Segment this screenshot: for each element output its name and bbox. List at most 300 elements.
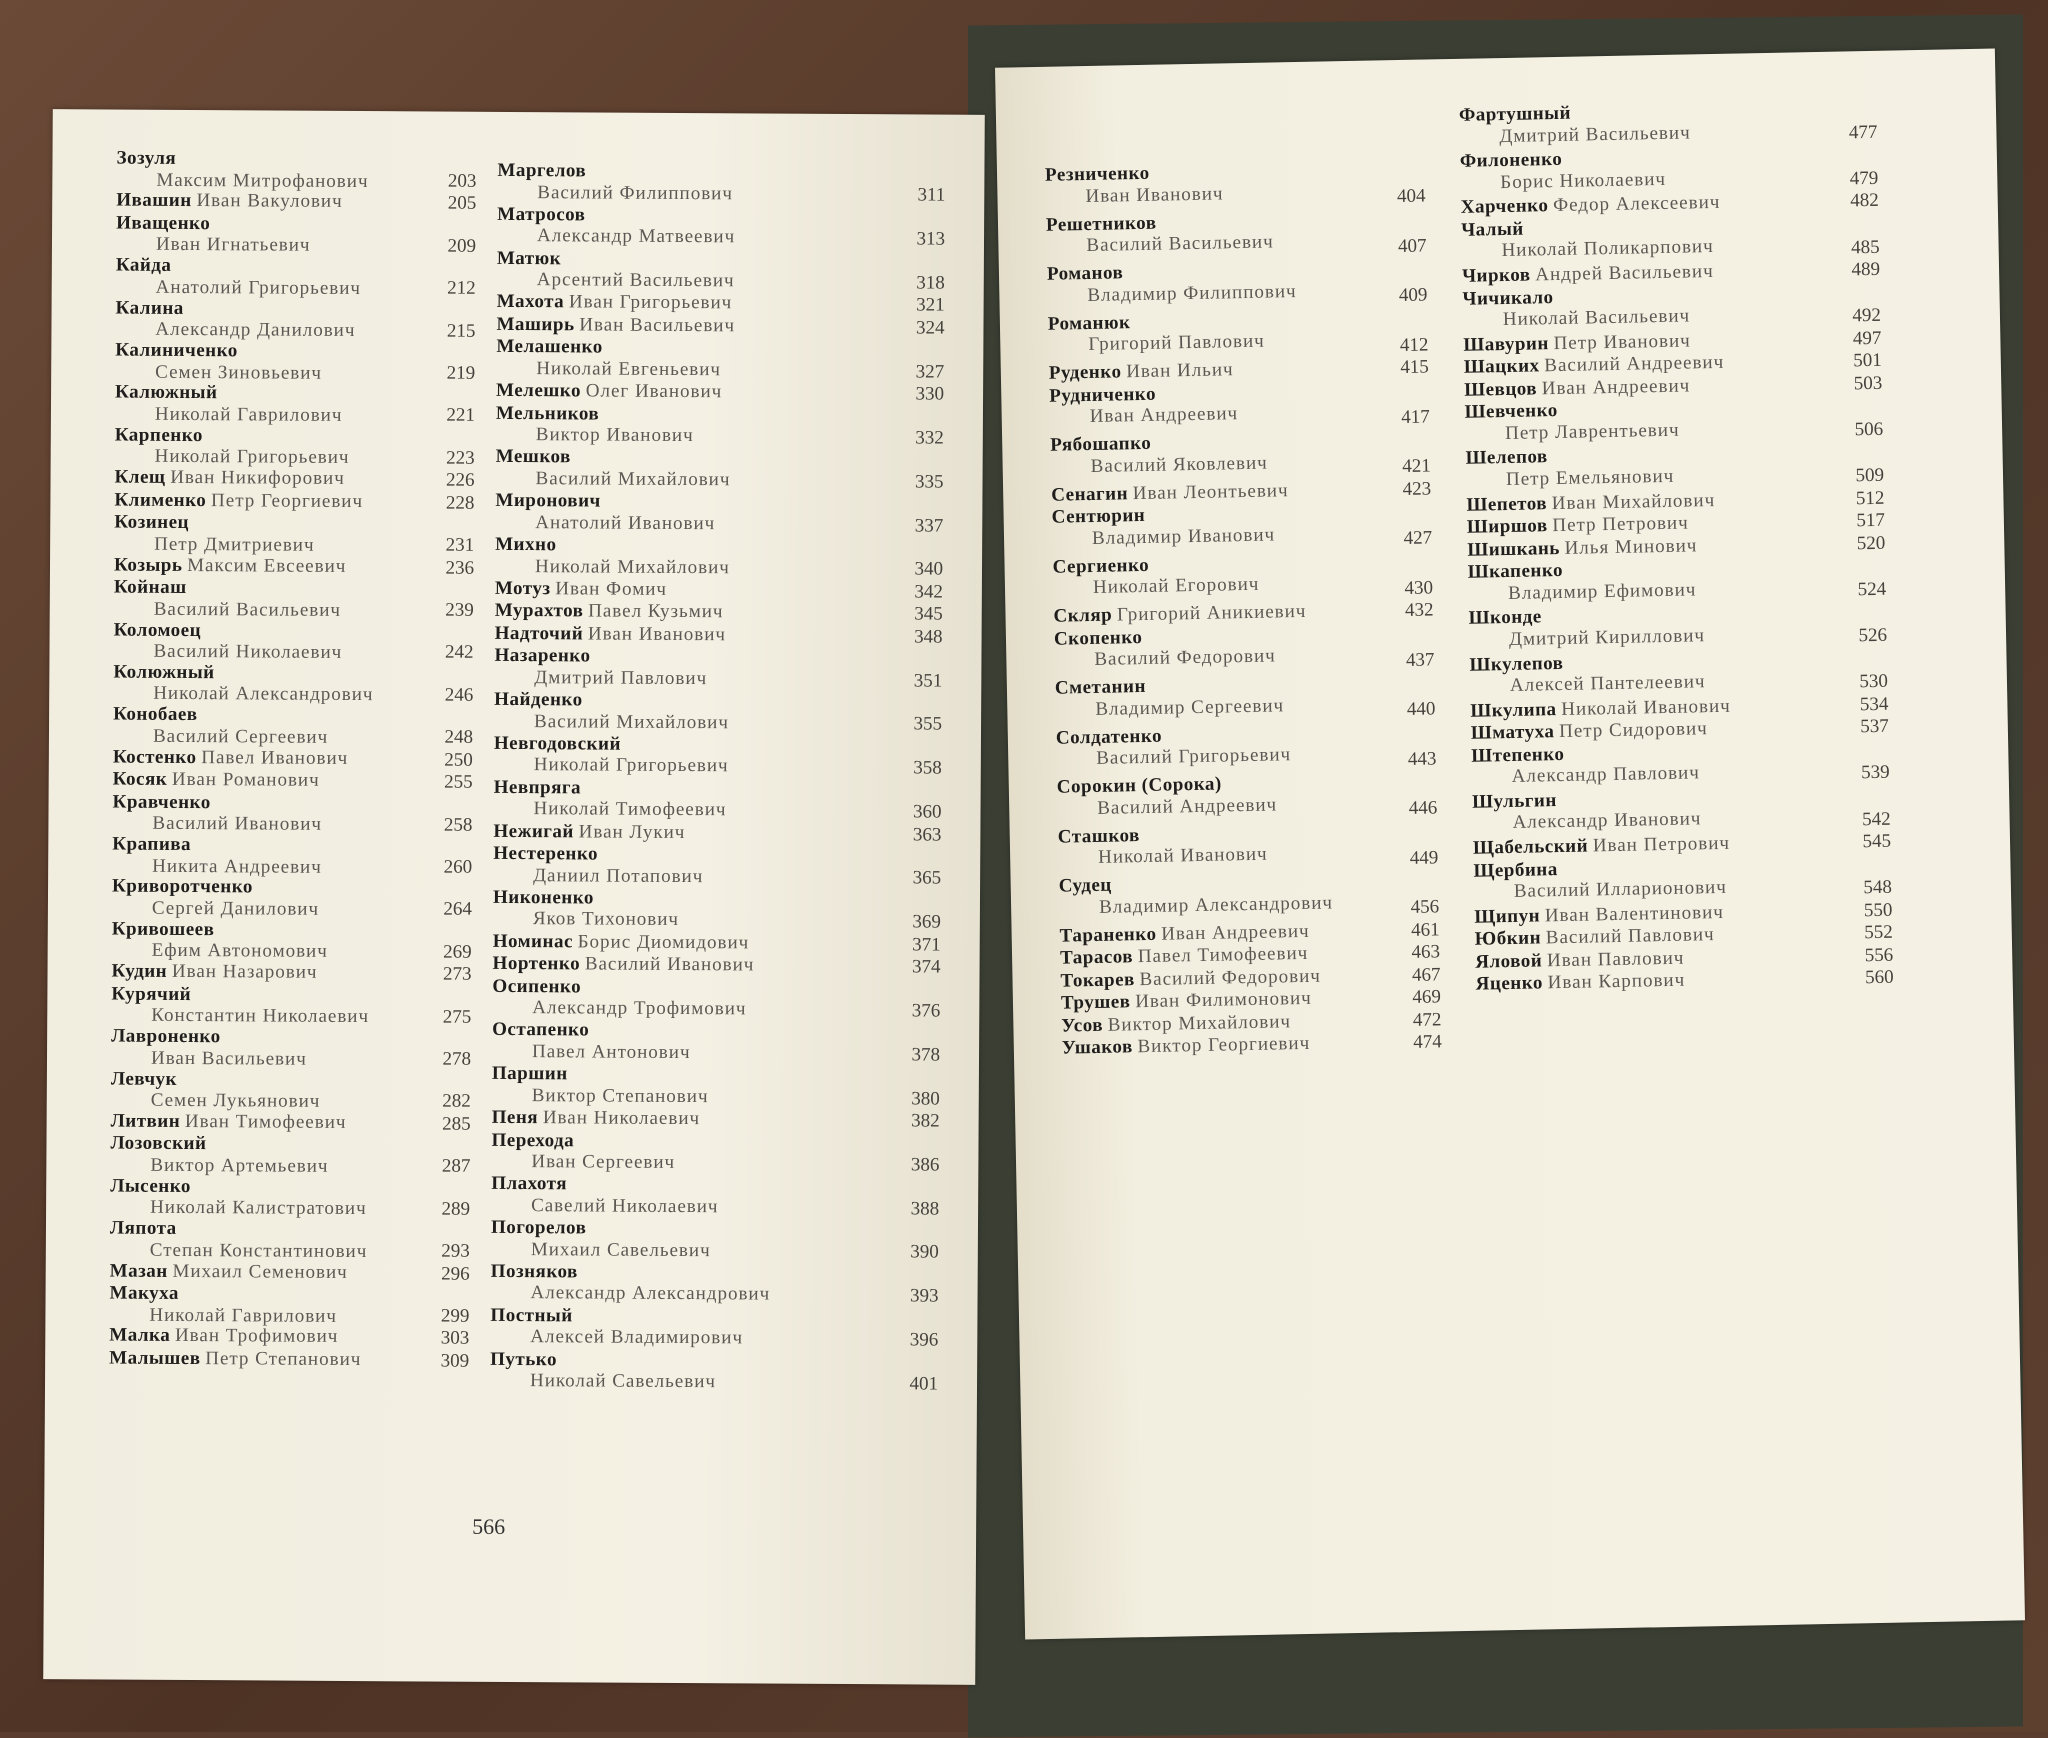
index-entry — [1465, 394, 1884, 448]
entry-surname: Клименко — [114, 489, 207, 511]
right-page-column-1 — [1045, 158, 1442, 1061]
entry-page-number: 449 — [1409, 846, 1439, 869]
entry-surname: Харченко — [1460, 195, 1549, 219]
entry-surname: Чирков — [1461, 264, 1531, 287]
entry-given-name: Василий Павлович — [1545, 924, 1715, 949]
entry-given-name: Василий Федорович — [1139, 965, 1322, 990]
entry-page-number: 380 — [911, 1087, 940, 1110]
entry-surname: Нестеренко — [493, 842, 599, 865]
entry-given-name: Иван Михайлович — [1551, 489, 1716, 514]
entry-given-name: Константин Николаевич — [151, 1005, 370, 1028]
entry-page-number: 287 — [441, 1155, 471, 1178]
entry-page-number: 239 — [445, 599, 474, 621]
entry-page-number: 492 — [1852, 305, 1882, 327]
entry-given-name: Николай Егорович — [1092, 573, 1260, 598]
index-entry — [1048, 306, 1429, 363]
entry-given-name: Василий Федорович — [1094, 645, 1276, 670]
entry-page-number: 485 — [1850, 236, 1880, 258]
index-entry — [116, 255, 476, 300]
entry-given-name: Николай Калистратович — [150, 1197, 367, 1220]
index-entry — [492, 1063, 940, 1110]
entry-given-name: Виктор Степанович — [531, 1084, 709, 1107]
entry-given-name: Олег Иванович — [585, 380, 723, 403]
entry-page-number: 542 — [1861, 808, 1891, 830]
entry-given-name: Иван Григорьевич — [568, 291, 733, 314]
entry-page-number: 443 — [1407, 747, 1437, 770]
entry-page-number: 248 — [444, 726, 474, 748]
entry-given-name: Николай Тимофеевич — [533, 798, 727, 821]
entry-given-name: Василий Яковлевич — [1090, 452, 1268, 477]
entry-page-number: 371 — [912, 934, 941, 956]
index-entry — [497, 204, 945, 251]
entry-given-name: Борис Диомидович — [577, 931, 750, 954]
entry-given-name: Василий Андреевич — [1544, 352, 1725, 377]
entry-page-number: 556 — [1864, 944, 1894, 966]
entry-page-number: 293 — [441, 1240, 470, 1262]
entry-given-name: Николай Гаврилович — [154, 403, 343, 426]
entry-page-number: 332 — [915, 427, 944, 449]
entry-surname: Шацких — [1463, 355, 1540, 379]
entry-surname: Руденко — [1048, 361, 1122, 384]
entry-given-name: Николай Иванович — [1097, 843, 1268, 868]
entry-surname: Сенагин — [1051, 482, 1129, 506]
entry-given-name: Дмитрий Кириллович — [1508, 625, 1706, 650]
index-entry — [115, 340, 475, 385]
index-entry — [495, 534, 943, 581]
entry-surname: Козырь — [113, 554, 183, 576]
entry-page-number: 412 — [1399, 333, 1429, 356]
entry-given-name: Анатолий Григорьевич — [155, 276, 362, 299]
entry-surname: Клещ — [114, 466, 166, 489]
entry-surname: Мелашенко — [496, 336, 603, 358]
index-entry — [496, 403, 944, 450]
entry-given-name: Яков Тихонович — [532, 908, 680, 931]
entry-given-name: Иван Валентинович — [1544, 901, 1725, 927]
index-entry — [112, 834, 472, 879]
entry-surname: Зозуля — [116, 147, 177, 169]
index-entry — [497, 247, 945, 294]
entry-given-name: Александр Трофимович — [532, 997, 747, 1020]
entry-surname: Карпенко — [114, 424, 204, 446]
entry-given-name: Иван Леонтьевич — [1132, 479, 1289, 504]
entry-page-number: 396 — [909, 1329, 939, 1351]
index-entry — [495, 623, 943, 648]
entry-page-number: 358 — [913, 757, 942, 779]
entry-given-name: Василий Михайлович — [534, 710, 730, 733]
entry-page-number: 376 — [911, 1000, 941, 1022]
index-entry — [1471, 737, 1890, 791]
index-entry — [1047, 256, 1428, 313]
entry-surname: Путько — [490, 1348, 558, 1370]
entry-surname: Чичикало — [1462, 286, 1554, 310]
entry-surname: Трушев — [1060, 991, 1131, 1014]
entry-given-name: Иван Ильич — [1126, 359, 1234, 383]
entry-given-name: Дмитрий Павлович — [534, 666, 708, 690]
entry-page-number: 537 — [1860, 715, 1890, 738]
entry-surname: Левчук — [110, 1068, 178, 1090]
entry-page-number: 212 — [447, 277, 476, 299]
entry-given-name: Николай Михайлович — [534, 555, 730, 578]
index-entry — [111, 983, 471, 1028]
entry-surname: Калюжный — [115, 382, 218, 404]
entry-surname: Крапива — [112, 833, 192, 856]
entry-surname: Никоненко — [492, 886, 595, 909]
entry-page-number: 421 — [1402, 455, 1431, 477]
index-entry — [490, 1348, 938, 1395]
entry-given-name: Савелий Николаевич — [531, 1194, 719, 1218]
index-entry — [109, 1283, 469, 1328]
entry-page-number: 264 — [443, 898, 472, 921]
entry-given-name: Петр Лаврентьевич — [1504, 419, 1680, 444]
entry-given-name: Иван Иванович — [1085, 182, 1224, 207]
index-entry — [113, 661, 473, 706]
entry-surname: Номинас — [492, 930, 573, 953]
entry-surname: Калиниченко — [115, 339, 238, 362]
entry-given-name: Николай Гаврилович — [149, 1304, 338, 1327]
entry-surname: Ивашин — [116, 189, 192, 212]
entry-given-name: Степан Константинович — [149, 1239, 368, 1262]
entry-given-name: Василий Филиппович — [537, 181, 734, 204]
entry-surname: Сорокин (Сорока) — [1056, 773, 1222, 798]
entry-page-number: 299 — [440, 1305, 470, 1327]
entry-given-name: Арсентий Васильевич — [536, 269, 735, 292]
entry-given-name: Иван Тимофеевич — [184, 1110, 347, 1133]
entry-given-name: Петр Петрович — [1552, 512, 1689, 537]
entry-page-number: 512 — [1855, 487, 1885, 509]
entry-page-number: 203 — [447, 170, 477, 192]
index-entry — [1045, 158, 1426, 215]
entry-given-name: Семен Лукьянович — [150, 1089, 321, 1112]
entry-given-name: Григорий Павлович — [1088, 330, 1265, 356]
entry-given-name: Владимир Иванович — [1091, 523, 1276, 549]
index-entry — [1465, 440, 1884, 494]
index-entry — [109, 1325, 469, 1350]
entry-surname: Сташков — [1057, 824, 1141, 848]
entry-page-number: 415 — [1400, 356, 1430, 379]
index-entry — [1046, 207, 1427, 264]
entry-page-number: 231 — [445, 534, 475, 556]
entry-page-number: 355 — [913, 713, 943, 736]
entry-page-number: 463 — [1411, 941, 1441, 963]
entry-given-name: Николай Александрович — [153, 683, 374, 706]
index-entry — [495, 578, 943, 603]
index-entry — [1058, 819, 1439, 876]
entry-page-number: 318 — [916, 272, 945, 294]
entry-given-name: Павел Антонович — [531, 1041, 691, 1064]
index-entry — [1059, 868, 1440, 925]
entry-page-number: 378 — [911, 1044, 941, 1066]
entry-given-name: Василий Илларионович — [1513, 876, 1728, 902]
entry-given-name: Василий Сергеевич — [152, 725, 329, 748]
entry-page-number: 289 — [441, 1198, 471, 1220]
entry-surname: Койнаш — [113, 576, 187, 599]
entry-page-number: 278 — [442, 1048, 472, 1070]
entry-page-number: 242 — [444, 641, 474, 664]
entry-page-number: 509 — [1855, 464, 1885, 487]
index-entry — [1055, 670, 1436, 727]
entry-surname: Усов — [1061, 1014, 1104, 1037]
entry-page-number: 374 — [912, 956, 941, 978]
entry-given-name: Иван Павлович — [1546, 947, 1685, 972]
entry-surname: Макуха — [109, 1282, 180, 1305]
entry-given-name: Петр Дмитриевич — [154, 533, 315, 556]
entry-page-number: 404 — [1396, 185, 1426, 208]
index-entry — [112, 876, 472, 921]
entry-given-name: Василий Васильевич — [1086, 231, 1274, 257]
entry-surname: Надточий — [494, 622, 584, 645]
entry-page-number: 282 — [442, 1090, 471, 1113]
entry-given-name: Александр Иванович — [1512, 808, 1702, 834]
entry-surname: Рябошапко — [1050, 432, 1152, 456]
entry-given-name: Григорий Аникиевич — [1116, 600, 1307, 626]
entry-page-number: 393 — [910, 1285, 939, 1307]
entry-page-number: 409 — [1398, 284, 1428, 307]
entry-surname: Миронович — [495, 490, 601, 512]
entry-surname: Судец — [1058, 874, 1112, 897]
entry-surname: Чалый — [1461, 218, 1524, 241]
entry-surname: Юбкин — [1474, 927, 1542, 950]
entry-page-number: 456 — [1410, 896, 1440, 918]
entry-surname: Невгодовский — [493, 732, 621, 755]
index-entry — [110, 1260, 470, 1285]
entry-surname: Плахотя — [491, 1173, 568, 1195]
index-entry — [112, 791, 472, 836]
entry-surname: Остапенко — [492, 1019, 590, 1041]
entry-surname: Яценко — [1475, 972, 1544, 995]
entry-page-number: 520 — [1856, 532, 1886, 554]
entry-surname: Токарев — [1060, 968, 1135, 992]
entry-given-name: Николай Григорьевич — [154, 446, 350, 469]
index-entry — [111, 961, 471, 986]
entry-surname: Маргелов — [497, 159, 587, 182]
page-number-folio: 566 — [472, 1513, 506, 1539]
index-entry — [1472, 784, 1891, 838]
entry-surname: Шепетов — [1466, 492, 1548, 516]
entry-given-name: Виктор Георгиевич — [1137, 1032, 1311, 1058]
entry-surname: Нежигай — [493, 820, 574, 842]
entry-given-name: Иван Трофимович — [174, 1325, 339, 1348]
entry-page-number: 285 — [442, 1113, 471, 1135]
entry-page-number: 309 — [440, 1350, 470, 1372]
entry-surname: Шкапенко — [1467, 560, 1564, 583]
entry-surname: Фартушный — [1458, 102, 1572, 126]
entry-page-number: 365 — [912, 867, 942, 889]
index-entry — [493, 843, 941, 890]
entry-given-name: Василий Иванович — [152, 812, 323, 836]
entry-page-number: 472 — [1412, 1008, 1442, 1031]
entry-given-name: Николай Поликарпович — [1501, 236, 1714, 262]
entry-surname: Рудниченко — [1049, 383, 1157, 407]
entry-given-name: Михаил Савельевич — [530, 1238, 711, 1261]
index-entry — [1057, 769, 1438, 826]
entry-surname: Назаренко — [494, 645, 591, 667]
entry-given-name: Василий Михайлович — [535, 468, 731, 491]
entry-surname: Косяк — [112, 768, 168, 791]
entry-given-name: Анатолий Иванович — [535, 511, 716, 535]
entry-surname: Шавурин — [1463, 332, 1550, 356]
index-entry — [493, 820, 941, 845]
entry-given-name: Николай Васильевич — [1502, 305, 1691, 331]
entry-given-name: Иван Петрович — [1592, 832, 1731, 857]
entry-given-name: Иван Андреевич — [1541, 375, 1691, 400]
entry-page-number: 524 — [1857, 578, 1887, 601]
entry-page-number: 223 — [446, 447, 475, 469]
entry-surname: Криворотченко — [111, 876, 253, 898]
entry-given-name: Петр Степанович — [205, 1348, 362, 1371]
entry-page-number: 427 — [1403, 527, 1433, 549]
index-entry — [114, 467, 474, 492]
index-entry — [1050, 427, 1431, 484]
entry-surname: Шкулипа — [1470, 698, 1557, 722]
entry-given-name: Иван Иванович — [587, 623, 727, 646]
entry-surname: Маширь — [496, 313, 575, 336]
index-entry — [111, 1068, 471, 1113]
entry-surname: Шевцов — [1464, 378, 1538, 401]
entry-surname: Мешков — [495, 446, 571, 468]
entry-given-name: Алексей Пантелеевич — [1509, 671, 1706, 696]
left-page-column-1 — [109, 148, 476, 1373]
entry-given-name: Иван Вакулович — [196, 190, 343, 213]
entry-page-number: 550 — [1863, 899, 1893, 921]
entry-surname: Мотуз — [494, 577, 551, 600]
index-entry — [1049, 378, 1430, 435]
entry-surname: Сметанин — [1054, 675, 1147, 699]
entry-surname: Шкулепов — [1469, 652, 1564, 676]
entry-surname: Постный — [490, 1304, 573, 1327]
right-page-column-2 — [1459, 97, 1894, 997]
index-entry — [497, 160, 945, 207]
entry-page-number: 506 — [1854, 418, 1884, 441]
entry-surname: Михно — [495, 533, 557, 556]
entry-page-number: 446 — [1408, 797, 1438, 819]
entry-page-number: 467 — [1411, 963, 1441, 986]
entry-given-name: Максим Митрофанович — [156, 169, 369, 192]
entry-surname: Позняков — [490, 1260, 578, 1283]
entry-surname: Мазан — [109, 1260, 168, 1282]
entry-surname: Коломоец — [113, 619, 202, 641]
entry-given-name: Владимир Александрович — [1098, 891, 1334, 918]
entry-surname: Мельников — [495, 402, 600, 425]
index-entry — [496, 314, 944, 339]
entry-given-name: Петр Сидорович — [1558, 718, 1708, 743]
index-entry — [1468, 554, 1887, 608]
entry-surname: Мурахтов — [494, 600, 584, 622]
index-entry — [494, 689, 942, 736]
left-page-column-2 — [490, 160, 946, 1395]
entry-given-name: Петр Иванович — [1553, 330, 1691, 354]
entry-given-name: Иван Романович — [171, 769, 320, 791]
index-entry — [113, 746, 473, 771]
index-entry — [491, 1173, 939, 1220]
index-entry — [493, 931, 941, 956]
index-entry — [110, 1218, 470, 1263]
entry-surname: Солдатенко — [1055, 725, 1163, 749]
entry-surname: Штепенко — [1471, 743, 1565, 767]
entry-given-name: Василий Николаевич — [153, 640, 343, 663]
left-page — [43, 109, 985, 1685]
entry-page-number: 209 — [447, 235, 477, 257]
entry-surname: Сентюрин — [1051, 504, 1146, 528]
entry-page-number: 477 — [1848, 121, 1878, 144]
index-entry — [114, 512, 474, 557]
entry-surname: Ушаков — [1061, 1036, 1133, 1059]
entry-surname: Шконде — [1468, 606, 1542, 630]
entry-page-number: 534 — [1859, 693, 1889, 715]
entry-given-name: Иван Васильевич — [579, 314, 736, 337]
entry-surname: Шелепов — [1465, 446, 1548, 470]
index-entry — [112, 918, 472, 963]
entry-page-number: 363 — [912, 823, 942, 846]
entry-given-name: Николай Евгеньевич — [536, 358, 722, 381]
entry-given-name: Виктор Михайлович — [1107, 1010, 1292, 1036]
entry-surname: Кудин — [111, 960, 168, 983]
entry-surname: Резниченко — [1044, 162, 1150, 186]
entry-given-name: Владимир Сергеевич — [1095, 694, 1285, 720]
entry-surname: Лавроненко — [111, 1025, 221, 1048]
entry-page-number: 517 — [1856, 509, 1886, 532]
entry-surname: Кайда — [115, 254, 172, 277]
entry-given-name: Николай Иванович — [1561, 695, 1731, 720]
entry-surname: Ширшов — [1466, 515, 1548, 538]
entry-given-name: Николай Григорьевич — [533, 754, 729, 777]
index-entry — [1462, 280, 1881, 334]
entry-given-name: Петр Георгиевич — [211, 489, 364, 512]
entry-surname: Нортенко — [492, 953, 581, 975]
entry-page-number: 327 — [915, 361, 945, 383]
entry-page-number: 390 — [910, 1241, 939, 1264]
entry-surname: Шишкань — [1467, 537, 1561, 561]
index-entry — [1051, 499, 1432, 556]
entry-surname: Кривошеев — [111, 918, 215, 941]
index-entry — [111, 1110, 471, 1135]
entry-page-number: 482 — [1850, 190, 1879, 212]
entry-given-name: Семен Зиновьевич — [155, 361, 323, 384]
entry-given-name: Иван Назарович — [171, 961, 318, 984]
entry-surname: Колюжный — [113, 661, 215, 684]
entry-surname: Матюк — [496, 247, 562, 269]
entry-surname: Лозовский — [110, 1132, 207, 1155]
entry-surname: Щипун — [1474, 905, 1541, 928]
index-entry — [495, 600, 943, 625]
entry-page-number: 313 — [916, 228, 946, 250]
entry-page-number: 474 — [1413, 1031, 1442, 1053]
entry-page-number: 539 — [1861, 762, 1890, 784]
entry-given-name: Виктор Иванович — [535, 424, 694, 447]
entry-page-number: 255 — [444, 771, 473, 793]
entry-given-name: Иван Карпович — [1547, 969, 1686, 994]
entry-page-number: 342 — [914, 581, 943, 603]
index-entry — [492, 1019, 940, 1066]
entry-surname: Романов — [1046, 262, 1124, 285]
entry-page-number: 219 — [446, 362, 476, 384]
index-entry — [114, 577, 474, 622]
entry-given-name: Иван Игнатьевич — [155, 234, 311, 257]
index-entry — [113, 704, 473, 749]
entry-given-name: Павел Тимофеевич — [1137, 942, 1309, 968]
index-entry — [116, 148, 476, 193]
entry-surname: Погорелов — [490, 1217, 587, 1239]
index-entry — [1052, 549, 1433, 606]
entry-page-number: 250 — [444, 749, 473, 771]
entry-surname: Сергиенко — [1052, 554, 1150, 578]
entry-given-name: Владимир Филиппович — [1087, 280, 1297, 306]
entry-page-number: 489 — [1851, 258, 1881, 281]
index-entry — [494, 733, 942, 780]
entry-surname: Шевченко — [1464, 400, 1559, 424]
entry-page-number: 269 — [443, 941, 472, 963]
entry-given-name: Иван Сергеевич — [531, 1151, 676, 1174]
entry-surname: Лысенко — [110, 1175, 192, 1197]
